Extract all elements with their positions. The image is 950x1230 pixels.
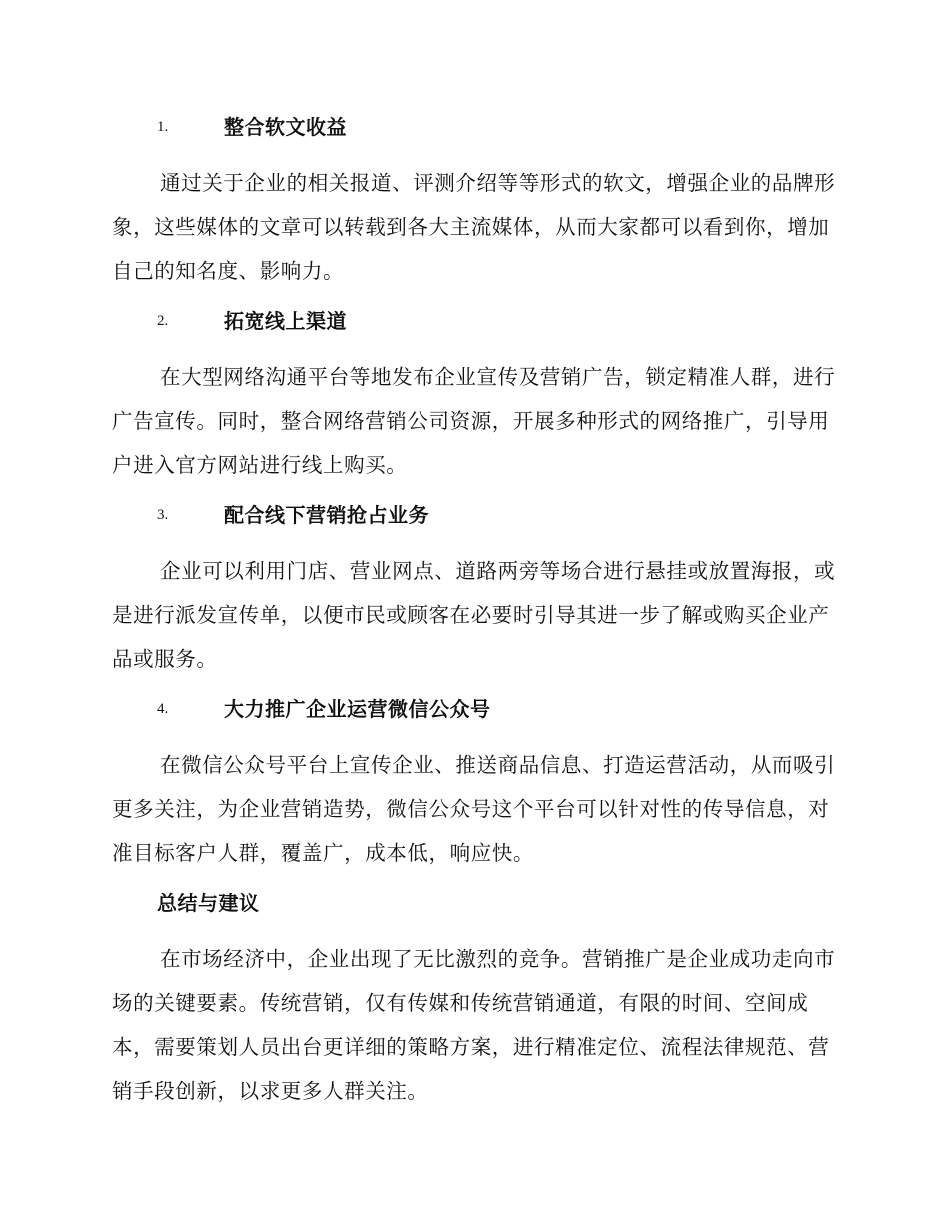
section-body-4: 在微信公众号平台上宣传企业、推送商品信息、打造运营活动，从而吸引更多关注，为企业营销造势，微信公众号这个平台可以针对性的传导信息，对准目标客户人群，覆盖广，成本低，响应快。: [112, 753, 836, 865]
section-title: 拓宽线上渠道: [224, 309, 347, 333]
section-body-2: 在大型网络沟通平台等地发布企业宣传及营销广告，锁定精准人群，进行广告宣传。同时，整合网络营销公司资源，开展多种形式的网络推广，引导用户进入官方网站进行线上购买。: [112, 365, 836, 477]
section-body-1: 通过关于企业的相关报道、评测介绍等等形式的软文，增强企业的品牌形象，这些媒体的文章可以转载到各大主流媒体，从而大家都可以看到你，增加自己的知名度、影响力。: [112, 171, 836, 283]
section-title: 配合线下营销抢占业务: [224, 503, 429, 527]
section-number: 4.: [157, 701, 169, 717]
section-number: 3.: [157, 507, 169, 523]
summary-body: 在市场经济中，企业出现了无比激烈的竞争。营销推广是企业成功走向市场的关键要素。传统营销，仅有传媒和传统营销通道，有限的时间、空间成本，需要策划人员出台更详细的策略方案，进行精准定位、流程法律规范、营销手段创新，以求更多人群关注。: [112, 947, 836, 1103]
section-title: 大力推广企业运营微信公众号: [224, 697, 491, 721]
section-number: 2.: [157, 313, 169, 329]
section-number: 1.: [157, 119, 169, 135]
summary-title: 总结与建议: [157, 891, 260, 915]
section-title: 整合软文收益: [224, 115, 347, 139]
section-body-3: 企业可以利用门店、营业网点、道路两旁等场合进行悬挂或放置海报，或是进行派发宣传单，以便市民或顾客在必要时引导其进一步了解或购买企业产品或服务。: [112, 559, 836, 671]
